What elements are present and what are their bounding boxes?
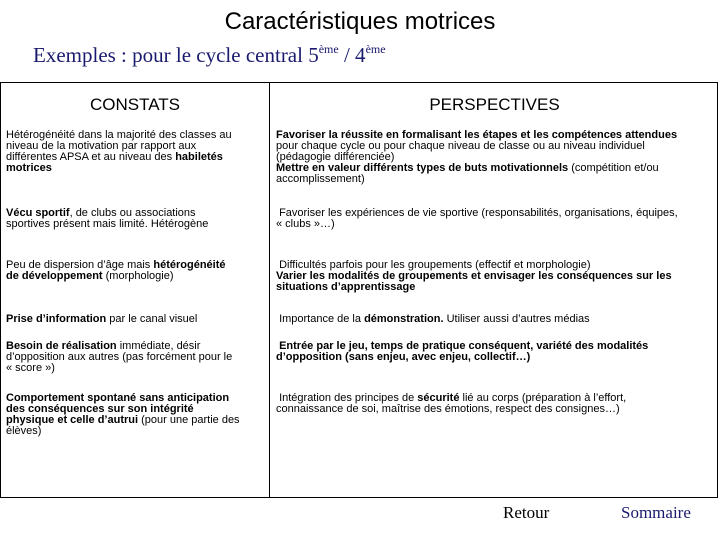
row-2-perspective — [276, 208, 718, 230]
text-run: Besoin de réalisation — [6, 340, 117, 352]
row-5-constat — [6, 341, 268, 374]
row-3-constat — [6, 260, 268, 282]
text-run: Intégration des principes de — [276, 392, 418, 404]
page-title: Caractéristiques motrices — [224, 8, 496, 35]
text-run: lié au corps (préparation à l’effort, connaissance de soi, maîtrise des émotions, respect des consignes…) — [276, 392, 627, 415]
text-run: Vécu sportif — [6, 207, 70, 219]
text-run: Favoriser la réussite en formalisant les étapes et les compétences attendues — [276, 129, 678, 141]
text-run: hétérogénéité de développement — [6, 259, 226, 282]
text-run: Peu de dispersion d’âge mais — [6, 259, 154, 271]
row-4-constat — [6, 314, 268, 325]
row-4-perspective — [276, 314, 718, 325]
text-run: habiletés motrices — [6, 151, 223, 174]
row-2-constat — [6, 208, 268, 230]
text-run: Hétérogénéité dans la majorité des classes au niveau de la motivation par rapport aux différentes APSA et au niveau des — [6, 129, 232, 163]
retour-link[interactable]: Retour — [503, 503, 550, 522]
text-run: par le canal visuel — [106, 313, 198, 325]
subtitle-prefix: Exemples : pour le cycle central 5 — [33, 43, 319, 67]
text-run: , de clubs ou associations sportives présent mais limité. Hétérogène — [6, 207, 209, 230]
sommaire-link[interactable]: Sommaire — [621, 503, 691, 522]
text-run: sécurité — [417, 392, 460, 404]
subtitle-sup-2: ème — [365, 42, 386, 56]
text-run: Utiliser aussi d’autres médias — [443, 313, 590, 325]
text-run: immédiate, désir d’opposition aux autres (pas forcément pour le « score ») — [6, 340, 233, 374]
row-1-perspective — [276, 130, 718, 185]
text-run: Prise d’information — [6, 313, 107, 325]
row-5-perspective — [276, 341, 718, 363]
text-run: (pour une partie des élèves) — [6, 414, 240, 437]
text-run: démonstration. — [364, 313, 444, 325]
page-subtitle — [33, 42, 386, 68]
text-run: Importance de la — [276, 313, 365, 325]
text-run: Comportement spontané sans anticipation des conséquences sur son intégrité physique et celle d’autrui — [6, 392, 230, 426]
column-divider — [269, 83, 270, 497]
row-6-perspective — [276, 393, 718, 415]
text-run: (compétition et/ou accomplissement) — [276, 162, 659, 185]
text-run: Varier les modalités de groupements et envisager les conséquences sur les situations d’apprentissage — [276, 270, 672, 293]
subtitle-sup-1: ème — [318, 42, 339, 56]
row-1-constat — [6, 130, 268, 174]
text-run: Entrée par le jeu, temps de pratique conséquent, variété des modalités d’opposition (sans enjeu, avec enjeu, collectif…) — [276, 340, 649, 363]
header-constats: CONSTATS — [89, 95, 181, 114]
text-run: (morphologie) — [102, 270, 174, 282]
text-run: Difficultés parfois pour les groupements (effectif et morphologie) — [279, 259, 591, 271]
row-3-perspective — [276, 260, 718, 293]
text-run: Mettre en valeur différents types de buts motivationnels — [276, 162, 569, 174]
constats-perspectives-table — [0, 82, 718, 498]
subtitle-mid: / 4 — [338, 43, 366, 67]
header-perspectives: PERSPECTIVES — [429, 95, 560, 114]
text-run: pour chaque cycle ou pour chaque niveau de classe ou au niveau individuel (pédagogie différenciée) — [276, 140, 645, 163]
text-run: Favoriser les expériences de vie sportive (responsabilités, organisations, équipes, « clubs »…) — [276, 207, 678, 230]
row-6-constat — [6, 393, 268, 437]
